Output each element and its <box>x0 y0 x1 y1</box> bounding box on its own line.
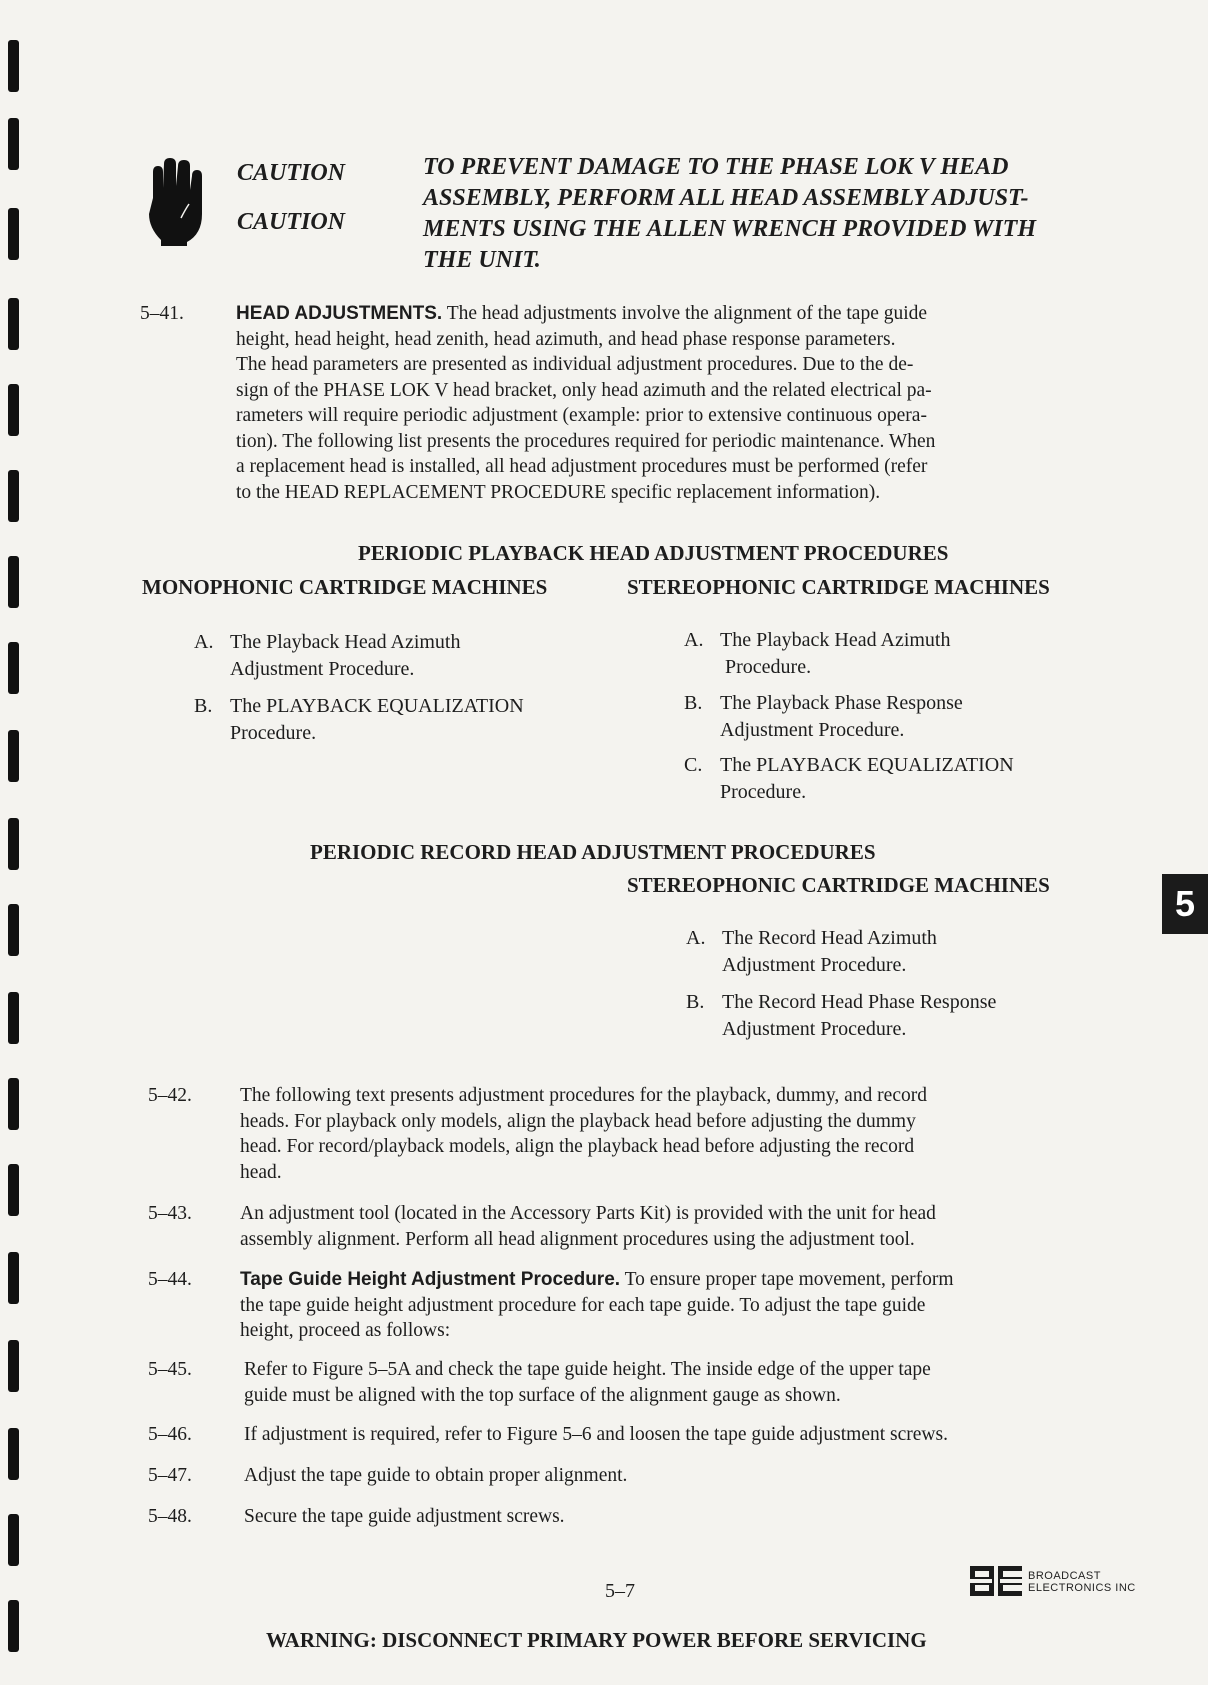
binding-mark <box>8 1252 19 1304</box>
text-line: Adjust the tape guide to obtain proper alignment. <box>244 1465 628 1486</box>
binding-mark <box>8 904 19 956</box>
text-line: If adjustment is required, refer to Figure 5–6 and loosen the tape guide adjustment screws. <box>244 1424 948 1445</box>
item-line: The Record Head Azimuth <box>722 927 937 949</box>
caution-line: TO PREVENT DAMAGE TO THE PHASE LOK V HEAD <box>423 154 1009 180</box>
logo-text <box>1028 1570 1136 1594</box>
stereo-heading: STEREOPHONIC CARTRIDGE MACHINES <box>627 575 1050 599</box>
item-letter: B. <box>194 695 213 717</box>
be-logo-icon <box>970 1566 1022 1596</box>
binding-mark <box>8 1340 19 1392</box>
item-line: The PLAYBACK EQUALIZATION <box>230 695 524 717</box>
caution-line: ASSEMBLY, PERFORM ALL HEAD ASSEMBLY ADJUST- <box>423 185 1029 211</box>
paragraph-number: 5–43. <box>148 1203 192 1224</box>
procedure-title: Tape Guide Height Adjustment Procedure. <box>240 1269 621 1290</box>
binding-mark <box>8 118 19 170</box>
page-number: 5–7 <box>605 1580 635 1602</box>
caution-label: CAUTION <box>237 160 346 186</box>
logo-line: ELECTRONICS INC <box>1028 1582 1136 1594</box>
text-line: sign of the PHASE LOK V head bracket, only head azimuth and the related electrical pa- <box>236 379 932 401</box>
stereo-heading: STEREOPHONIC CARTRIDGE MACHINES <box>627 873 1050 897</box>
record-procedures-heading: PERIODIC RECORD HEAD ADJUSTMENT PROCEDURES <box>310 840 876 864</box>
paragraph-number: 5–42. <box>148 1085 192 1106</box>
binding-strip <box>0 0 40 1685</box>
text-line: tion). The following list presents the procedures required for periodic maintenance. When <box>236 430 936 452</box>
binding-mark <box>8 730 19 782</box>
paragraph-number: 5–48. <box>148 1506 192 1527</box>
text-line: The head adjustments involve the alignment of the tape guide <box>446 303 928 324</box>
binding-mark <box>8 1514 19 1566</box>
item-line: Procedure. <box>720 781 807 803</box>
item-line: Adjustment Procedure. <box>230 658 415 680</box>
item-letter: B. <box>686 991 705 1013</box>
binding-mark <box>8 818 19 870</box>
binding-mark <box>8 992 19 1044</box>
paragraph-number: 5–46. <box>148 1424 192 1445</box>
item-line: Procedure. <box>725 656 812 678</box>
paragraph-number: 5–47. <box>148 1465 192 1486</box>
paragraph-number: 5–45. <box>148 1359 192 1380</box>
paragraph-number: 5–44. <box>148 1269 192 1290</box>
caution-hand-icon <box>145 158 207 246</box>
binding-mark <box>8 556 19 608</box>
binding-mark <box>8 642 19 694</box>
text-line: guide must be aligned with the top surface of the alignment gauge as shown. <box>244 1384 841 1406</box>
footer-warning: WARNING: DISCONNECT PRIMARY POWER BEFORE SERVICING <box>266 1628 927 1652</box>
text-line: head. For record/playback models, align the playback head before adjusting the record <box>240 1136 915 1157</box>
caution-label: CAUTION <box>237 209 346 235</box>
binding-mark <box>8 384 19 436</box>
caution-text <box>423 152 1103 276</box>
text-line: height, proceed as follows: <box>240 1320 451 1341</box>
text-line: Secure the tape guide adjustment screws. <box>244 1506 565 1527</box>
text-line: the tape guide height adjustment procedure for each tape guide. To adjust the tape guide <box>240 1294 926 1316</box>
text-line: heads. For playback only models, align the playback head before adjusting the dummy <box>240 1110 916 1132</box>
binding-mark <box>8 40 19 92</box>
caution-block <box>145 152 1085 277</box>
item-line: Procedure. <box>230 722 317 744</box>
playback-procedures-heading: PERIODIC PLAYBACK HEAD ADJUSTMENT PROCEDURES <box>358 541 949 565</box>
section-title: HEAD ADJUSTMENTS. <box>236 303 443 324</box>
text-line: Refer to Figure 5–5A and check the tape guide height. The inside edge of the upper tape <box>244 1359 931 1380</box>
item-line: The Playback Phase Response <box>720 692 963 714</box>
binding-mark <box>8 1428 19 1480</box>
item-line: The Playback Head Azimuth <box>720 629 951 651</box>
binding-mark <box>8 208 19 260</box>
item-letter: A. <box>684 629 704 651</box>
item-letter: B. <box>684 692 703 714</box>
item-letter: A. <box>194 631 214 653</box>
item-letter: A. <box>686 927 706 949</box>
text-line: To ensure proper tape movement, perform <box>624 1269 954 1290</box>
logo-line: BROADCAST <box>1028 1570 1101 1582</box>
text-line: to the HEAD REPLACEMENT PROCEDURE specific replacement information). <box>236 481 881 503</box>
paragraph-number: 5–41. <box>140 303 184 324</box>
item-letter: C. <box>684 754 703 776</box>
company-logo <box>970 1566 1170 1606</box>
text-line: head. <box>240 1161 282 1183</box>
text-line: rameters will require periodic adjustment (example: prior to extensive continuous opera- <box>236 405 927 426</box>
binding-mark <box>8 1078 19 1130</box>
binding-mark <box>8 298 19 350</box>
item-line: The PLAYBACK EQUALIZATION <box>720 754 1014 776</box>
binding-mark <box>8 1164 19 1216</box>
text-line: An adjustment tool (located in the Accessory Parts Kit) is provided with the unit for head <box>240 1203 936 1224</box>
mono-heading: MONOPHONIC CARTRIDGE MACHINES <box>142 575 548 599</box>
text-line: The following text presents adjustment procedures for the playback, dummy, and record <box>240 1085 927 1106</box>
binding-mark <box>8 470 19 522</box>
item-line: The Playback Head Azimuth <box>230 631 461 653</box>
text-line: assembly alignment. Perform all head alignment procedures using the adjustment tool. <box>240 1228 915 1250</box>
item-line: Adjustment Procedure. <box>722 1018 907 1040</box>
item-line: The Record Head Phase Response <box>722 991 997 1013</box>
paragraph-body <box>236 301 1106 505</box>
text-line: The head parameters are presented as individual adjustment procedures. Due to the de- <box>236 354 914 375</box>
text-line: a replacement head is installed, all head adjustment procedures must be performed (refer <box>236 456 928 477</box>
caution-line: THE UNIT. <box>423 247 541 273</box>
binding-mark <box>8 1600 19 1652</box>
text-line: height, head height, head zenith, head azimuth, and head phase response parameters. <box>236 328 896 350</box>
item-line: Adjustment Procedure. <box>720 719 905 741</box>
item-line: Adjustment Procedure. <box>722 954 907 976</box>
caution-line: MENTS USING THE ALLEN WRENCH PROVIDED WITH <box>423 216 1037 242</box>
chapter-tab-marker: 5 <box>1162 874 1208 934</box>
